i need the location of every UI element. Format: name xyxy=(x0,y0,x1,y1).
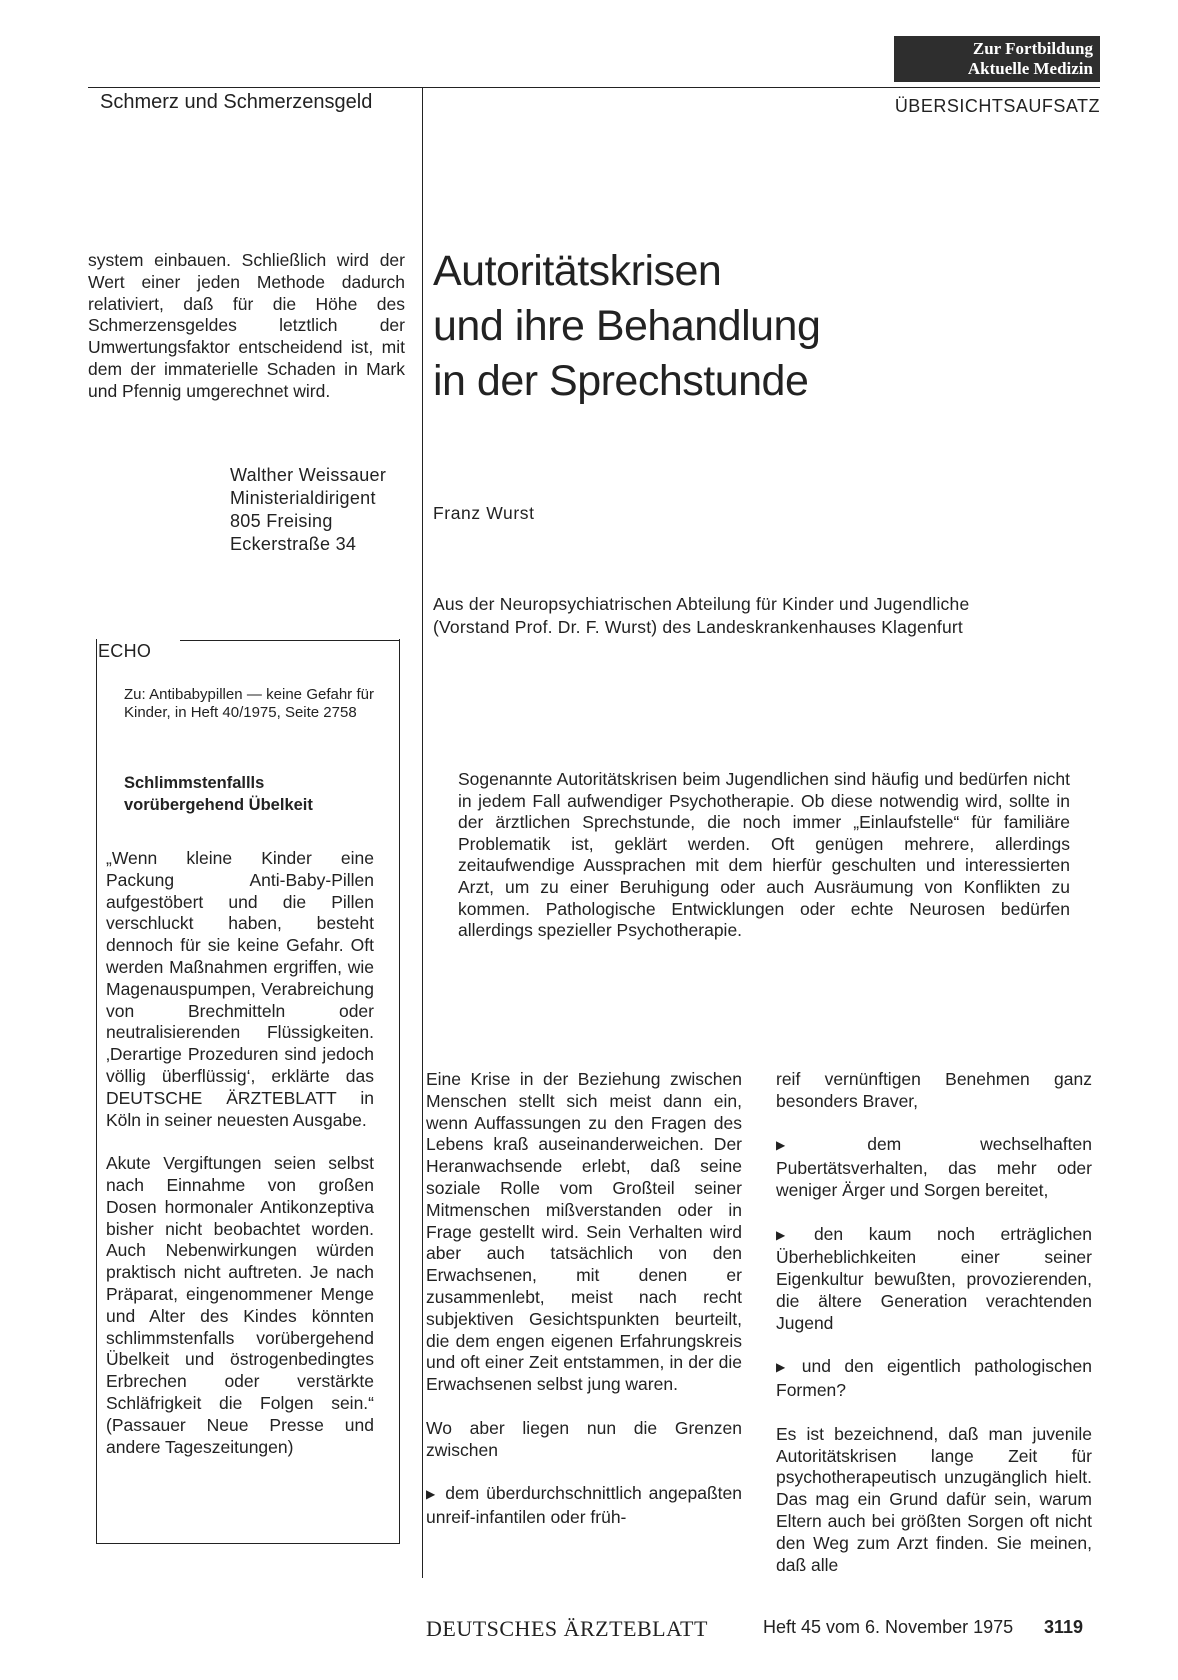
badge-line-2: Aktuelle Medizin xyxy=(967,59,1093,78)
badge-line-1: Zur Fortbildung xyxy=(972,39,1093,58)
echo-label: ECHO xyxy=(98,641,152,661)
body-paragraph-1: Eine Krise in der Beziehung zwischen Menschen stellt sich meist dann ein, wenn Auffassungen zu den Fragen des Lebens kraß auseinanderweichen. Der Heranwachsende erlebt, daß seine soziale Rolle vom Großteil seiner Mitmenschen mißverstanden oder in Frage gestellt wird. Sein Verhalten wird aber auch tatsächlich von den Erwachsenen, mit denen er zusammenlebt, meist nach recht subjektiven Gesichtspunkten beurteilt, die dem engen eigenen Erfahrungskreis und oft einer Zeit entstammen, in der die Erwachsenen selbst jung waren. xyxy=(426,1069,742,1395)
body-paragraph-continued: reif vernünftigen Benehmen ganz besonders Braver, xyxy=(776,1069,1092,1111)
article-author: Franz Wurst xyxy=(433,503,535,523)
echo-headline xyxy=(124,772,374,816)
body-paragraph-2: Wo aber liegen nun die Grenzen zwischen xyxy=(426,1417,742,1460)
footer-issue: Heft 45 vom 6. November 1975 xyxy=(763,1617,1014,1637)
title-line-1: Autoritätskrisen xyxy=(433,247,722,295)
signature-name: Walther Weissauer xyxy=(230,465,387,485)
body-paragraph-3: Es ist bezeichnend, daß man juvenile Autoritätskrisen lange Zeit für psychotherapeutisch unzugänglich hielt. Das mag ein Grund dafür sein, warum Eltern auch bei größten Sorgen oft nicht den Weg zum Arzt finden. Sie meinen, daß alle xyxy=(776,1423,1092,1575)
echo-paragraph-1: „Wenn kleine Kinder eine Packung Anti-Baby-Pillen aufgestöbert und die Pillen verschluckt haben, besteht dennoch für sie keine Gefahr. Oft werden Maßnahmen ergriffen, wie Magenauspumpen, Verabreichung von Brechmitteln oder neutralisierenden Flüssigkeiten. ‚Derartige Prozeduren sind jedoch völlig überflüssig‘, erklärte das DEUTSCHE ÄRZTEBLATT in Köln in seiner neuesten Ausgabe. xyxy=(106,848,374,1130)
bullet-item-4: ▶ und den eigentlich pathologischen Formen? xyxy=(776,1356,1092,1402)
bullet-item-1: ▶ dem überdurchschnittlich angepaßten unreif-infantilen oder früh- xyxy=(426,1483,742,1529)
section-badge xyxy=(894,36,1100,82)
section-label: ÜBERSICHTSAUFSATZ xyxy=(894,96,1100,116)
article-abstract: Sogenannte Autoritätskrisen beim Jugendlichen sind häufig und bedürfen nicht in jedem Fall aufwendiger Psychotherapie. Ob diese notwendig wird, sollte in der ärztlichen Sprechstunde, die noch immer „Einlaufstelle“ für familiäre Problematik ist, geklärt werden. Oft genügen mehrere, allerdings zeitaufwendige Aussprachen mit dem hierfür geschulten und interessierten Arzt, um zu einer Beruhigung oder auch Ausräumung von Konflikten zu kommen. Pathologische Entwicklungen oder echte Neurosen bedürfen allerdings spezieller Psychotherapie. xyxy=(458,769,1070,941)
echo-reference: Zu: Antibabypillen — keine Gefahr für Kinder, in Heft 40/1975, Seite 2758 xyxy=(124,686,374,721)
signature-title: Ministerialdirigent xyxy=(230,488,376,508)
article-title xyxy=(433,244,820,409)
echo-box-top-border xyxy=(180,640,400,641)
prev-article-text: system einbauen. Schließlich wird der Wert einer jeden Methode dadurch relativiert, daß für die Höhe des Schmerzensgeldes letztlich der Umwertungsfaktor entscheidend ist, mit dem der immaterielle Schaden in Mark und Pfennig umgerechnet wird. xyxy=(88,250,405,401)
affiliation-line-2: (Vorstand Prof. Dr. F. Wurst) des Landeskrankenhauses Klagenfurt xyxy=(433,617,963,637)
column-divider xyxy=(422,88,423,1578)
body-column-2 xyxy=(776,1069,1092,1576)
echo-headline-line-1: Schlimmstenfallls xyxy=(124,774,265,792)
body-column-1 xyxy=(426,1069,742,1529)
bullet-item-3: ▶ den kaum noch erträglichen Überheblichkeiten einer seiner Eigenkultur bewußten, provozierenden, die ältere Generation verachtenden Jugend xyxy=(776,1224,1092,1335)
affiliation-line-1: Aus der Neuropsychiatrischen Abteilung für Kinder und Jugendliche xyxy=(433,594,970,614)
signature-block xyxy=(230,464,386,556)
echo-body xyxy=(106,848,374,1458)
topic-label: Schmerz und Schmerzensgeld xyxy=(100,91,373,113)
signature-city: 805 Freising xyxy=(230,511,333,531)
bullet-item-2: ▶ dem wechselhaften Pubertätsverhalten, das mehr oder weniger Ärger und Sorgen bereitet, xyxy=(776,1134,1092,1201)
echo-paragraph-2: Akute Vergiftungen seien selbst nach Einnahme von großen Dosen hormonaler Antikonzeptiva bisher nicht beobachtet worden. Auch Nebenwirkungen würden praktisch nicht auftreten. Je nach Präparat, eingenommener Menge und Alter des Kindes könnten schlimmstenfalls vorübergehend Übelkeit und östrogenbedingtes Erbrechen oder verstärkte Schläfrigkeit die Folgen sein.“ (Passauer Neue Presse und andere Tageszeitungen) xyxy=(106,1153,374,1457)
header-rule xyxy=(88,87,1100,88)
footer-journal-name: DEUTSCHES ÄRZTEBLATT xyxy=(426,1616,708,1641)
signature-street: Eckerstraße 34 xyxy=(230,534,357,554)
article-affiliation xyxy=(433,593,969,639)
footer-page-number: 3119 xyxy=(1044,1617,1084,1637)
title-line-2: und ihre Behandlung xyxy=(433,302,821,350)
title-line-3: in der Sprechstunde xyxy=(433,357,809,405)
echo-headline-line-2: vorübergehend Übelkeit xyxy=(124,796,313,814)
